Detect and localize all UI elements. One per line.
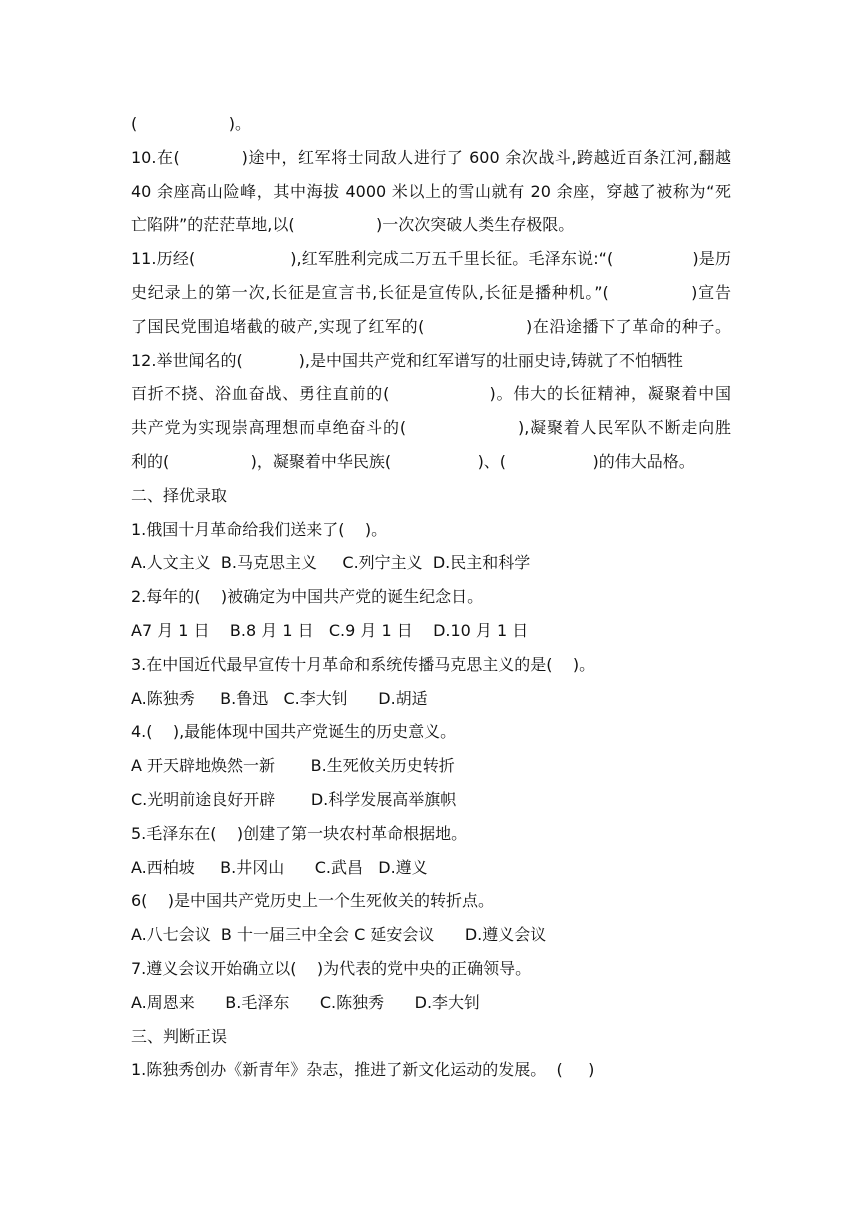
text-line: 11.历经( ),红军胜利完成二万五千里长征。毛泽东说:“( )是历 bbox=[131, 249, 731, 269]
document-body bbox=[131, 107, 731, 1087]
text-line: 利的( )，凝聚着中华民族( )、( )的伟大品格。 bbox=[131, 451, 695, 471]
question-line: 1.俄国十月革命给我们送来了( )。 bbox=[131, 519, 388, 539]
option-line: A.西柏坡 B.井冈山 C.武昌 D.遵义 bbox=[131, 857, 428, 877]
text-line: 共产党为实现崇高理想而卓绝奋斗的( ),凝聚着人民军队不断走向胜 bbox=[131, 418, 731, 438]
question-line: 2.每年的( )被确定为中国共产党的诞生纪念日。 bbox=[131, 587, 484, 607]
text-line: 40 余座高山险峰，其中海拔 4000 米以上的雪山就有 20 余座，穿越了被称为“死 bbox=[131, 181, 731, 201]
question-line: 5.毛泽东在( )创建了第一块农村革命根据地。 bbox=[131, 823, 468, 843]
option-line: A 开天辟地焕然一新 B.生死攸关历史转折 bbox=[131, 756, 455, 776]
option-line: A.周恩来 B.毛泽东 C.陈独秀 D.李大钊 bbox=[131, 992, 481, 1012]
option-line: A.陈独秀 B.鲁迅 C.李大钊 D.胡适 bbox=[131, 688, 428, 708]
question-line: 1.陈独秀创办《新青年》杂志，推进了新文化运动的发展。 ( ) bbox=[131, 1060, 595, 1080]
text-line: ( )。 bbox=[131, 114, 252, 133]
section-heading: 二、择优录取 bbox=[131, 485, 228, 505]
section-heading: 三、判断正误 bbox=[131, 1026, 228, 1046]
question-line: 7.遵义会议开始确立以( )为代表的党中央的正确领导。 bbox=[131, 958, 532, 978]
question-line: 4.( ),最能体现中国共产党诞生的历史意义。 bbox=[131, 722, 457, 742]
text-line: 10.在( )途中，红军将士同敌人进行了 600 余次战斗,跨越近百条江河,翻越 bbox=[131, 147, 731, 167]
option-line: C.光明前途良好开辟 D.科学发展高举旗帜 bbox=[131, 789, 457, 809]
text-line: 亡陷阱”的茫茫草地,以( )一次次突破人类生存极限。 bbox=[131, 215, 575, 235]
text-line: 了国民党围追堵截的破产,实现了红军的( )在沿途播下了革命的种子。 bbox=[131, 316, 731, 336]
text-line: 百折不挠、浴血奋战、勇往直前的( )。伟大的长征精神，凝聚着中国 bbox=[131, 384, 731, 404]
question-line: 3.在中国近代最早宣传十月革命和系统传播马克思主义的是( )。 bbox=[131, 654, 596, 674]
option-line: A7 月 1 日 B.8 月 1 日 C.9 月 1 日 D.10 月 1 日 bbox=[131, 620, 529, 640]
option-line: A.八七会议 B 十一届三中全会 C 延安会议 D.遵义会议 bbox=[131, 925, 547, 945]
option-line: A.人文主义 B.马克思主义 C.列宁主义 D.民主和科学 bbox=[131, 553, 531, 573]
question-line: 6( )是中国共产党历史上一个生死攸关的转折点。 bbox=[131, 891, 495, 911]
text-line: 12.举世闻名的( ),是中国共产党和红军谱写的壮丽史诗,铸就了不怕牺牲 bbox=[131, 350, 684, 370]
text-line: 史纪录上的第一次,长征是宣言书,长征是宣传队,长征是播种机。”( )宣告 bbox=[131, 282, 731, 302]
